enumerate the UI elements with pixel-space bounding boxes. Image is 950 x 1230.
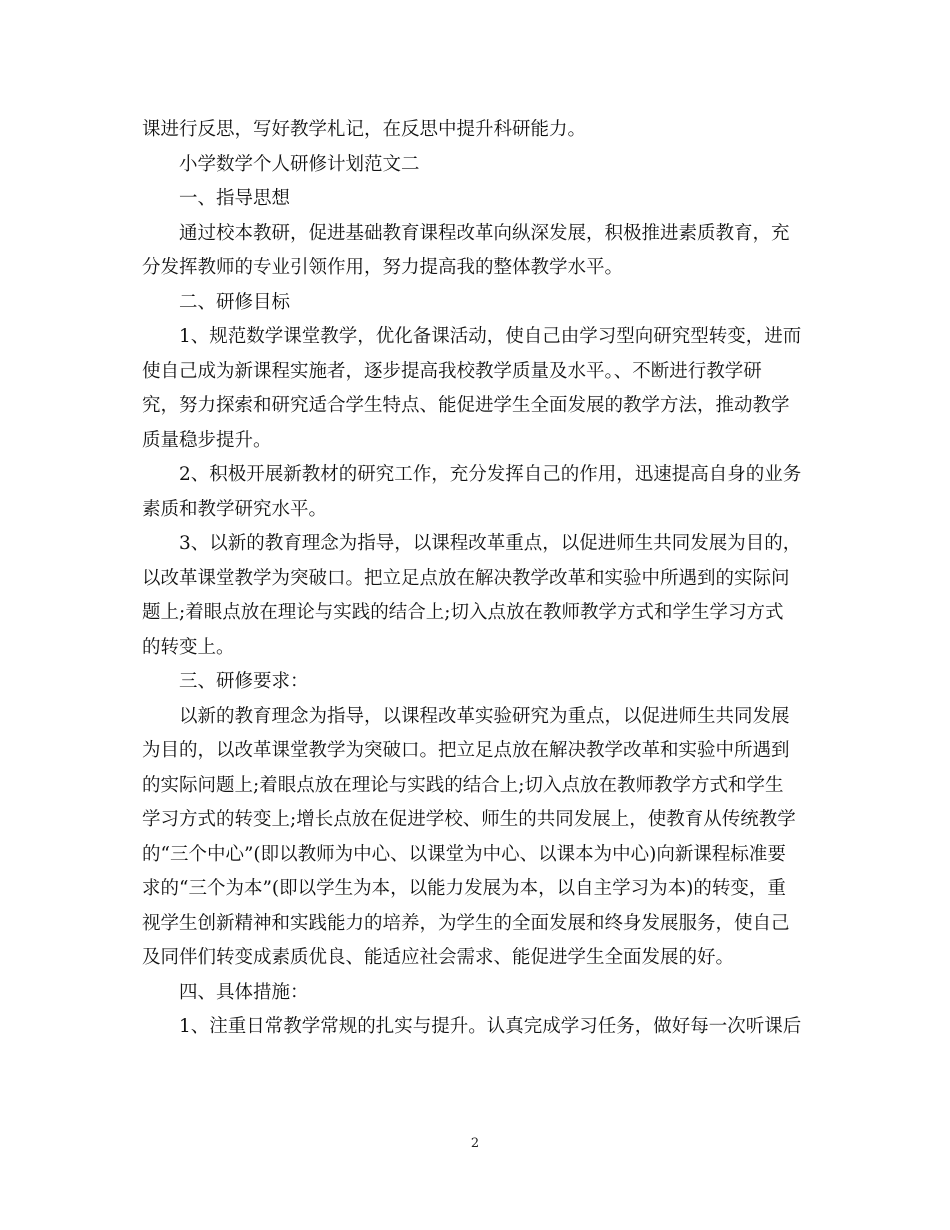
- text-line: 为目的，以改革课堂教学为突破口。把立足点放在解决教学改革和实验中所遇到: [142, 740, 790, 761]
- text-line: 素质和教学研究水平。: [142, 498, 328, 520]
- text-line: 通过校本教研，促进基础教育课程改革向纵深发展，积极推进素质教育，充: [179, 222, 790, 244]
- text-line: 2、积极开展新教材的研究工作，充分发挥自己的作用，迅速提高自身的业务: [179, 464, 802, 485]
- text-line: 使自己成为新课程实施者，逐步提高我校教学质量及水平。、不断进行教学研: [142, 360, 762, 382]
- text-line: 1、规范数学课堂教学，优化备课活动，使自己由学习型向研究型转变，进而: [179, 326, 802, 347]
- text-line: 求的“三个为本”(即以学生为本，以能力发展为本，以自主学习为本)的转变，重: [142, 878, 786, 899]
- text-line: 四、具体措施：: [179, 981, 309, 1003]
- text-line: 学习方式的转变上;增长点放在促进学校、师生的共同发展上，使教育从传统教学: [142, 809, 796, 830]
- text-line: 的转变上。: [142, 636, 235, 658]
- text-line: 质量稳步提升。: [142, 429, 272, 451]
- text-line: 以新的教育理念为指导，以课程改革实验研究为重点，以促进师生共同发展: [179, 705, 790, 727]
- document-body: [142, 113, 808, 1045]
- text-line: 的实际问题上;着眼点放在理论与实践的结合上;切入点放在教师教学方式和学生: [142, 774, 784, 796]
- text-line: 二、研修目标: [179, 291, 291, 313]
- text-line: 3、以新的教育理念为指导，以课程改革重点，以促进师生共同发展为目的，: [179, 533, 802, 554]
- text-line: 小学数学个人研修计划范文二: [179, 153, 420, 175]
- text-line: 的“三个中心”(即以教师为中心、以课堂为中心、以课本为中心)向新课程标准要: [142, 843, 786, 865]
- text-line: 1、注重日常教学常规的扎实与提升。认真完成学习任务，做好每一次听课后: [179, 1016, 802, 1037]
- text-line: 三、研修要求：: [179, 671, 309, 692]
- text-line: 究，努力探索和研究适合学生特点、能促进学生全面发展的教学方法，推动教学: [142, 395, 790, 416]
- page-number: 2: [470, 1136, 480, 1151]
- text-line: 分发挥教师的专业引领作用，努力提高我的整体教学水平。: [142, 257, 624, 278]
- text-line: 及同伴们转变成素质优良、能适应社会需求、能促进学生全面发展的好。: [142, 947, 735, 968]
- text-line: 课进行反思，写好教学札记，在反思中提升科研能力。: [142, 119, 587, 140]
- text-line: 一、指导思想: [179, 188, 291, 209]
- text-line: 视学生创新精神和实践能力的培养，为学生的全面发展和终身发展服务，使自己: [142, 912, 790, 934]
- text-line: 以改革课堂教学为突破口。把立足点放在解决教学改革和实验中所遇到的实际问: [142, 567, 790, 589]
- text-line: 题上;着眼点放在理论与实践的结合上;切入点放在教师教学方式和学生学习方式: [142, 602, 784, 623]
